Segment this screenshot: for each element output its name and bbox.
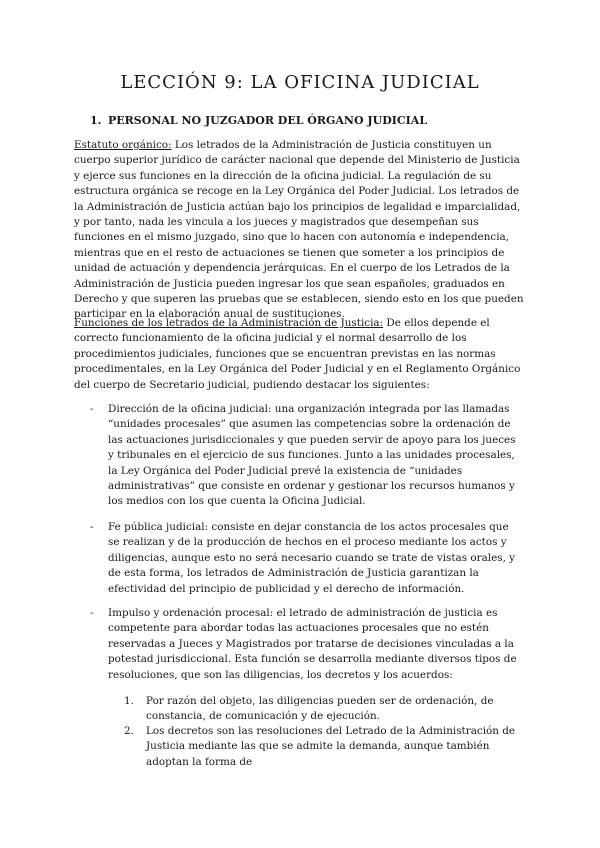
- list-item: [74, 402, 526, 510]
- section-heading: [90, 114, 510, 127]
- bullet-marker: -: [90, 403, 94, 415]
- list-item-text: Impulso y ordenación procesal: el letrado de administración de justicia es competente para abordar todas las actuaciones procesales que no estén reservadas a Jueces y Magistrados por tratarse de decisiones vinculadas a la potestad jurisdiccional. Esta función se desarrolla mediante diversos tipos de resoluciones, que son las diligencias, los decretos y los acuerdos:: [108, 607, 517, 681]
- paragraph-text: Los letrados de la Administración de Justicia constituyen un cuerpo superior jurídico de carácter nacional que depende del Ministerio de Justicia y ejerce sus funciones en la dirección de la oficina judicial. La regulación de su estructura orgánica se recoge en la Ley Orgánica del Poder Judicial. Los letrados de la Administración de Justicia actúan bajo los principios de legalidad e imparcialidad, y por tanto, nada les vincula a los jueces y magistrados que desempeñan sus funciones en el mismo juzgado, sino que lo hacen con autonomía e independencia, mientras que en el resto de actuaciones se tienen que someter a los principios de unidad de actuación y dependencia jerárquicas. En el cuerpo de los Letrados de la Administración de Justicia pueden ingresar los que sean españoles, graduados en Derecho y que superen las pruebas que se establecen, siendo esto en los que pueden participar en la elaboración anual de sustituciones.: [74, 139, 524, 321]
- paragraph-label: Estatuto orgánico:: [74, 139, 172, 151]
- numbered-item-text: Por razón del objeto, las diligencias pueden ser de ordenación, de constancia, de comunicación y de ejecución.: [146, 695, 494, 723]
- list-item: [74, 606, 526, 683]
- paragraph-estatuto: [74, 138, 526, 323]
- section-heading-text: PERSONAL NO JUZGADOR DEL ÓRGANO JUDICIAL: [108, 114, 428, 127]
- list-item-text: Dirección de la oficina judicial: una organización integrada por las llamadas “unidades procesales” que asumen las competencias sobre la ordenación de las actuaciones jurisdiccionales y que pueden servir de apoyo para los jueces y tribunales en el ejercicio de sus funciones. Junto a las unidades procesales, la Ley Orgánica del Poder Judicial prevé la existencia de “unidades administrativas” que consiste en ordenar y gestionar los recursos humanos y los medios con los que cuenta la Oficina Judicial.: [108, 403, 516, 508]
- list-item-text: Fe pública judicial: consiste en dejar constancia de los actos procesales que se realizan y de la producción de hechos en el proceso mediante los actos y diligencias, aunque esto no será necesario cuando se trate de vistas orales, y de esta forma, los letrados de Administración de Justicia garantizan la efectividad del principio de publicidad y el derecho de información.: [108, 521, 516, 595]
- numbered-item: [124, 724, 528, 770]
- numbered-item-text: Los decretos son las resoluciones del Letrado de la Administración de Justicia mediante las que se admite la demanda, aunque también adoptan la forma de: [146, 725, 516, 768]
- bullet-marker: -: [90, 607, 94, 619]
- list-item: [74, 520, 526, 597]
- paragraph-label: Funciones de los letrados de la Administración de Justicia:: [74, 317, 384, 329]
- bullet-marker: -: [90, 521, 94, 533]
- numbered-item-number: 2.: [124, 725, 134, 737]
- section-number: 1.: [90, 114, 102, 127]
- paragraph-funciones: [74, 316, 526, 393]
- numbered-item: [124, 694, 528, 725]
- paragraph-text: De ellos depende el correcto funcionamiento de la oficina judicial y el normal desarrollo de los procedimientos judiciales, funciones que se encuentran previstas en las normas procedimentales, en la Ley Orgánica del Poder Judicial y en el Reglamento Orgánico del cuerpo de Secretario judicial, pudiendo destacar los siguientes:: [74, 317, 521, 391]
- page-title: LECCIÓN 9: LA OFICINA JUDICIAL: [120, 72, 480, 93]
- numbered-item-number: 1.: [124, 695, 134, 707]
